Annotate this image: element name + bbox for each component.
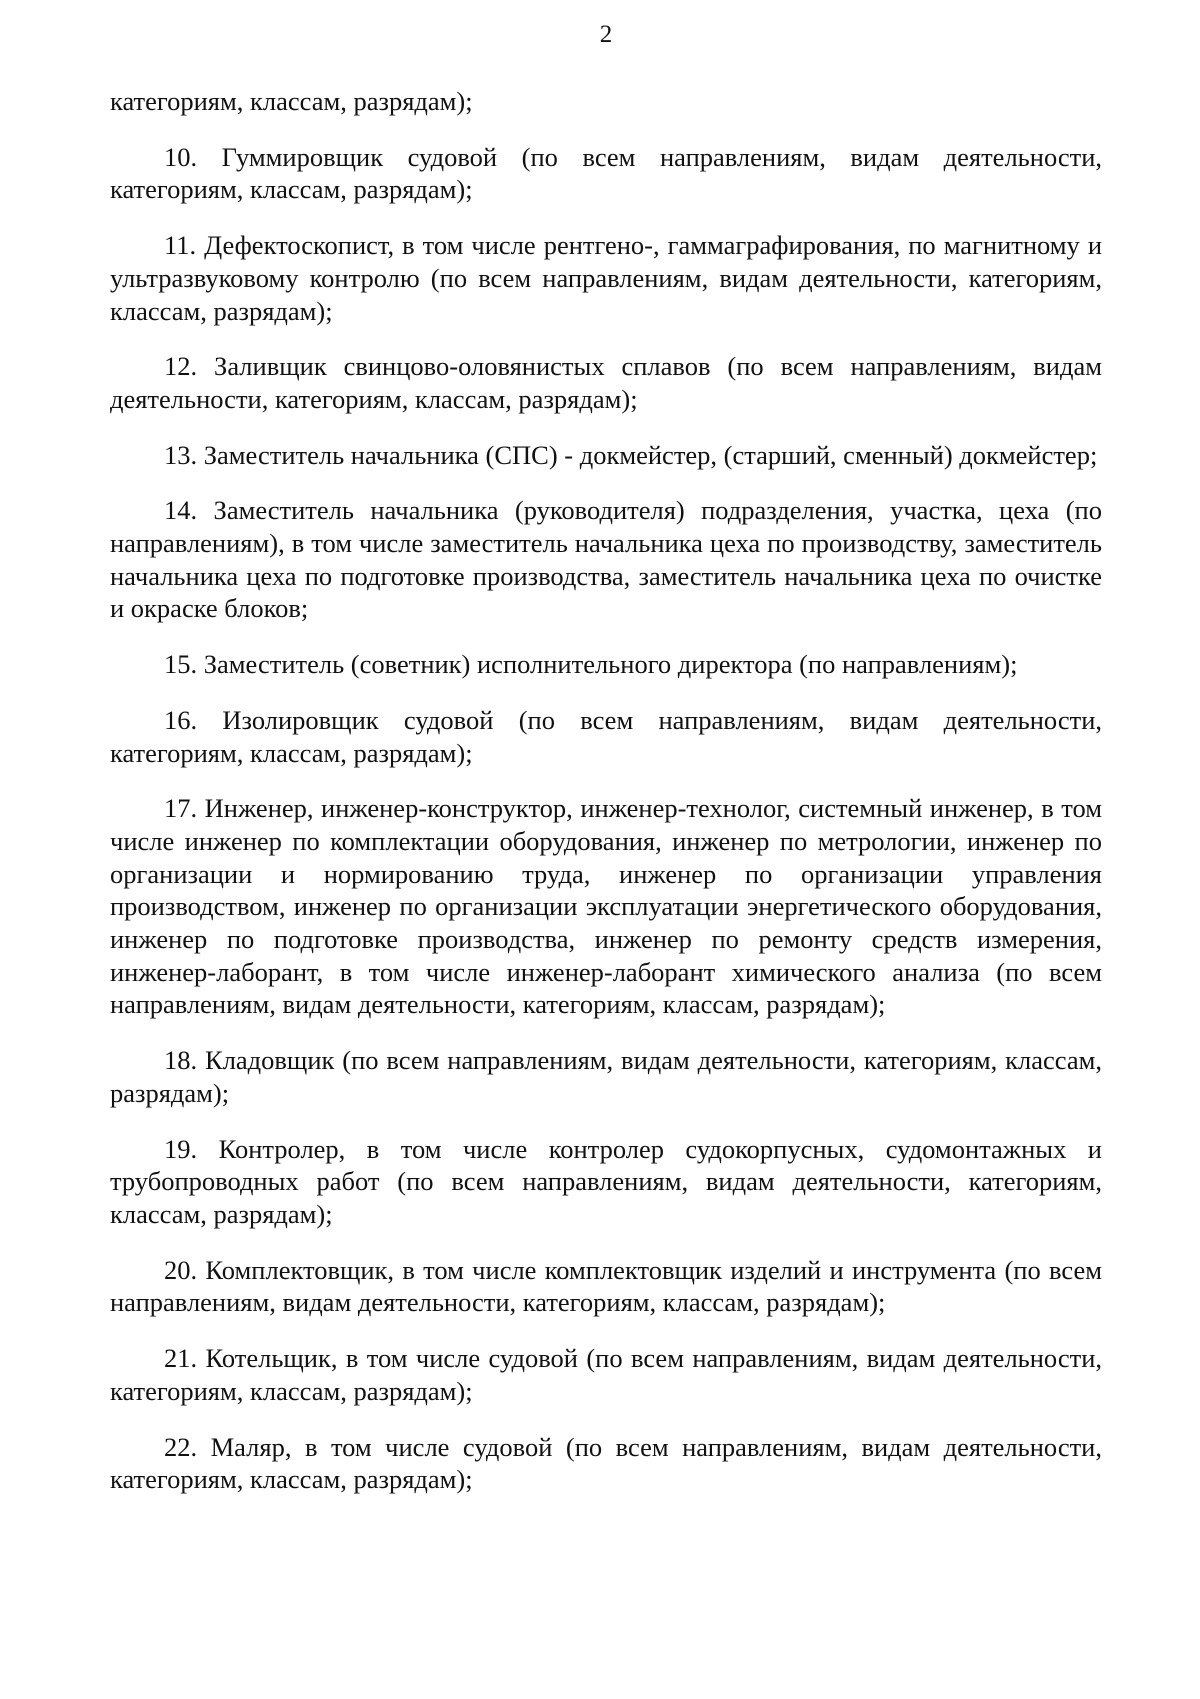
list-item: 15. Заместитель (советник) исполнительного директора (по направлениям); [164,649,1018,680]
paragraph-continuation: категориям, классам, разрядам); [110,86,473,116]
list-item: 10. Гуммировщик судовой (по всем направлениям, видам деятельности, категориям, классам, разрядам); [110,141,1102,205]
document-body [110,85,1102,1519]
list-item: 19. Контролер, в том числе контролер судокорпусных, судомонтажных и трубопроводных работ (по всем направлениям, видам деятельности, категориям, классам, разрядам); [110,1133,1102,1229]
list-item: 17. Инженер, инженер-конструктор, инженер-технолог, системный инженер, в том числе инженер по комплектации оборудования, инженер по метрологии, инженер по организации и нормированию труда, инженер по организации управления производством, инженер по организации эксплуатации энергетического оборудования, инженер по подготовке производства, инженер по ремонту средств измерения, инженер-лаборант, в том числе инженер-лаборант химического анализа (по всем направлениям, видам деятельности, категориям, классам, разрядам); [110,793,1102,1020]
list-item: 20. Комплектовщик, в том числе комплектовщик изделий и инструмента (по всем направлениям, видам деятельности, категориям, классам, разрядам); [110,1254,1102,1318]
list-item: 12. Заливщик свинцово-оловянистых сплавов (по всем направлениям, видам деятельности, категориям, классам, разрядам); [110,351,1102,414]
list-item: 14. Заместитель начальника (руководителя) подразделения, участка, цеха (по направлениям), в том числе заместитель начальника цеха по производству, заместитель начальника цеха по подготовке производства, заместитель начальника цеха по очистке и окраске блоков; [110,495,1102,624]
list-item: 22. Маляр, в том числе судовой (по всем направлениям, видам деятельности, категориям, классам, разрядам); [110,1431,1102,1495]
list-item: 21. Котельщик, в том числе судовой (по всем направлениям, видам деятельности, категориям, классам, разрядам); [110,1343,1102,1406]
list-item: 11. Дефектоскопист, в том числе рентгено-, гаммаграфирования, по магнитному и ультразвуковому контролю (по всем направлениям, видам деятельности, категориям, классам, разрядам); [110,230,1102,326]
list-item: 13. Заместитель начальника (СПС) - докмейстер, (старший, сменный) докмейстер; [164,439,1098,470]
list-item: 16. Изолировщик судовой (по всем направлениям, видам деятельности, категориям, классам, разрядам); [110,704,1102,768]
list-item: 18. Кладовщик (по всем направлениям, видам деятельности, категориям, классам, разрядам); [110,1045,1102,1108]
page-number: 2 [599,21,613,48]
